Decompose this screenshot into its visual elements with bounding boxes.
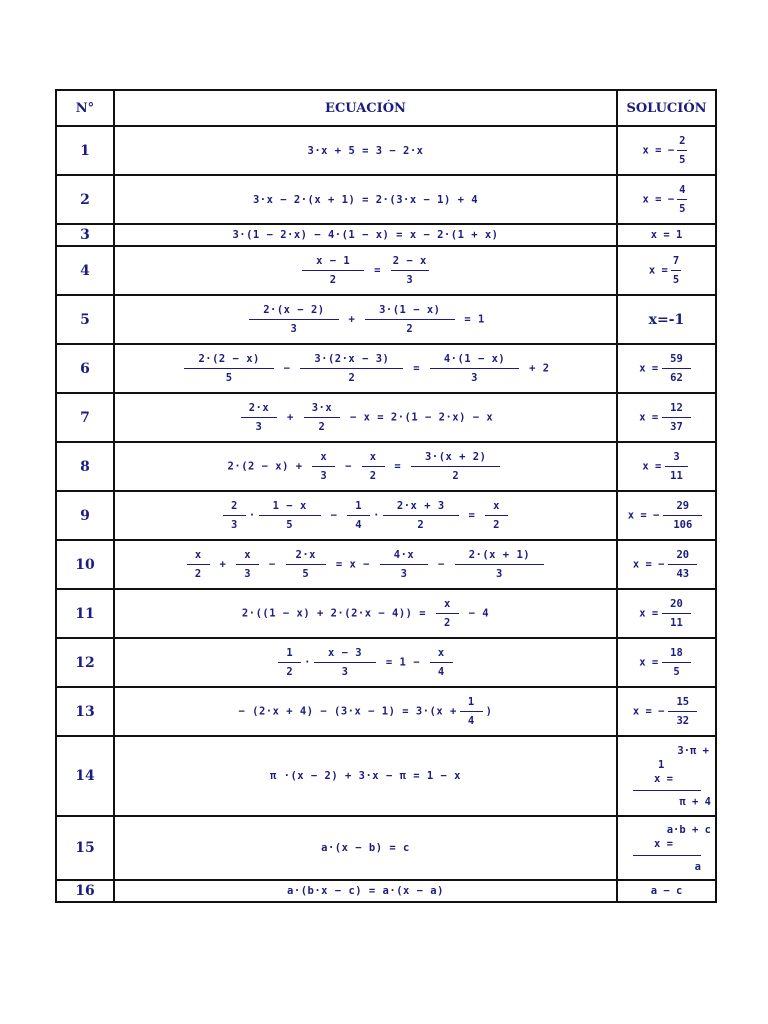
row-number: 7 [56,393,114,442]
solution: x = $\frac{7}{5}$ [617,246,716,295]
table-row [56,638,716,687]
row-number: 5 [56,295,114,344]
equation: $\frac{x - 1}{2}$ = $\frac{2 - x}{3}$ [114,246,617,295]
solution: x = − $\frac{2}{5}$ [617,126,716,175]
header-solution: SOLUCIÓN [617,90,716,126]
row-number: 8 [56,442,114,491]
header-number: N° [56,90,114,126]
equation: 3·(1 − 2·x) − 4·(1 − x) = x − 2·(1 + x) [114,224,617,246]
solution: x = $\frac{3}{11}$ [617,442,716,491]
solution: x = − $\frac{20}{43}$ [617,540,716,589]
row-number: 6 [56,344,114,393]
row-number: 14 [56,736,114,816]
row-number: 12 [56,638,114,687]
row-number: 13 [56,687,114,736]
equation: π ·(x − 2) + 3·x − π = 1 − x [114,736,617,816]
row-number: 1 [56,126,114,175]
solution: x = $\frac{12}{37}$ [617,393,716,442]
table-row [56,687,716,736]
equation: $\frac{2\cdot(x - 2)}{3}$ + $\frac{3\cdot(1 - x)}{2}$ = 1 [114,295,617,344]
solution: a·b + c x = a [617,816,716,880]
row-number: 3 [56,224,114,246]
solution: x=-1 [617,295,716,344]
equation: $\frac{1}{2}$ · $\frac{x - 3}{3}$ = 1 − $\frac{x}{4}$ [114,638,617,687]
header-row [56,90,716,126]
equation: − (2·x + 4) − (3·x − 1) = 3·(x + $\frac{1}{4}$ ) [114,687,617,736]
solution: x = − $\frac{15}{32}$ [617,687,716,736]
solution: x = $\frac{59}{62}$ [617,344,716,393]
table-row [56,175,716,224]
table-row [56,816,716,880]
table-row [56,224,716,246]
equations-table [55,89,717,903]
row-number: 2 [56,175,114,224]
row-number: 10 [56,540,114,589]
header-equation: ECUACIÓN [114,90,617,126]
equation: $\frac{2}{3}$ · $\frac{1 - x}{5}$ − $\frac{1}{4}$ · $\frac{2\cdot x + 3}{2}$ = $\frac{x}{2}$ [114,491,617,540]
solution: 3·π + 1 x = π + 4 [617,736,716,816]
solution: x = − $\frac{4}{5}$ [617,175,716,224]
row-number: 11 [56,589,114,638]
equation: 2·((1 − x) + 2·(2·x − 4)) = $\frac{x}{2}$ − 4 [114,589,617,638]
table-row [56,540,716,589]
equation: a·(b·x − c) = a·(x − a) [114,880,617,902]
table-row [56,126,716,175]
table-row [56,736,716,816]
row-number: 16 [56,880,114,902]
solution: a − c [617,880,716,902]
equation: $\frac{x}{2}$ + $\frac{x}{3}$ − $\frac{2\cdot x}{5}$ = x − $\frac{4\cdot x}{3}$ − $\frac{2\cdot(x + 1)}{3}$ [114,540,617,589]
equation: 3·x − 2·(x + 1) = 2·(3·x − 1) + 4 [114,175,617,224]
solution: x = 1 [617,224,716,246]
row-number: 15 [56,816,114,880]
equation: a·(x − b) = c [114,816,617,880]
table-row [56,880,716,902]
equation: $\frac{2\cdot(2 - x)}{5}$ − $\frac{3\cdot(2\cdot x - 3)}{2}$ = $\frac{4\cdot(1 - x)}{3}$ + 2 [114,344,617,393]
solution: x = − $\frac{29}{106}$ [617,491,716,540]
table-row [56,295,716,344]
table-row [56,393,716,442]
table-row [56,344,716,393]
equation: $\frac{2\cdot x}{3}$ + $\frac{3\cdot x}{2}$ − x = 2·(1 − 2·x) − x [114,393,617,442]
solution: x = $\frac{20}{11}$ [617,589,716,638]
table-row [56,442,716,491]
solution: x = $\frac{18}{5}$ [617,638,716,687]
equation: 2·(2 − x) + $\frac{x}{3}$ − $\frac{x}{2}$ = $\frac{3\cdot(x + 2)}{2}$ [114,442,617,491]
equation: 3·x + 5 = 3 − 2·x [114,126,617,175]
table-row [56,589,716,638]
table-row [56,491,716,540]
row-number: 4 [56,246,114,295]
row-number: 9 [56,491,114,540]
table-row [56,246,716,295]
